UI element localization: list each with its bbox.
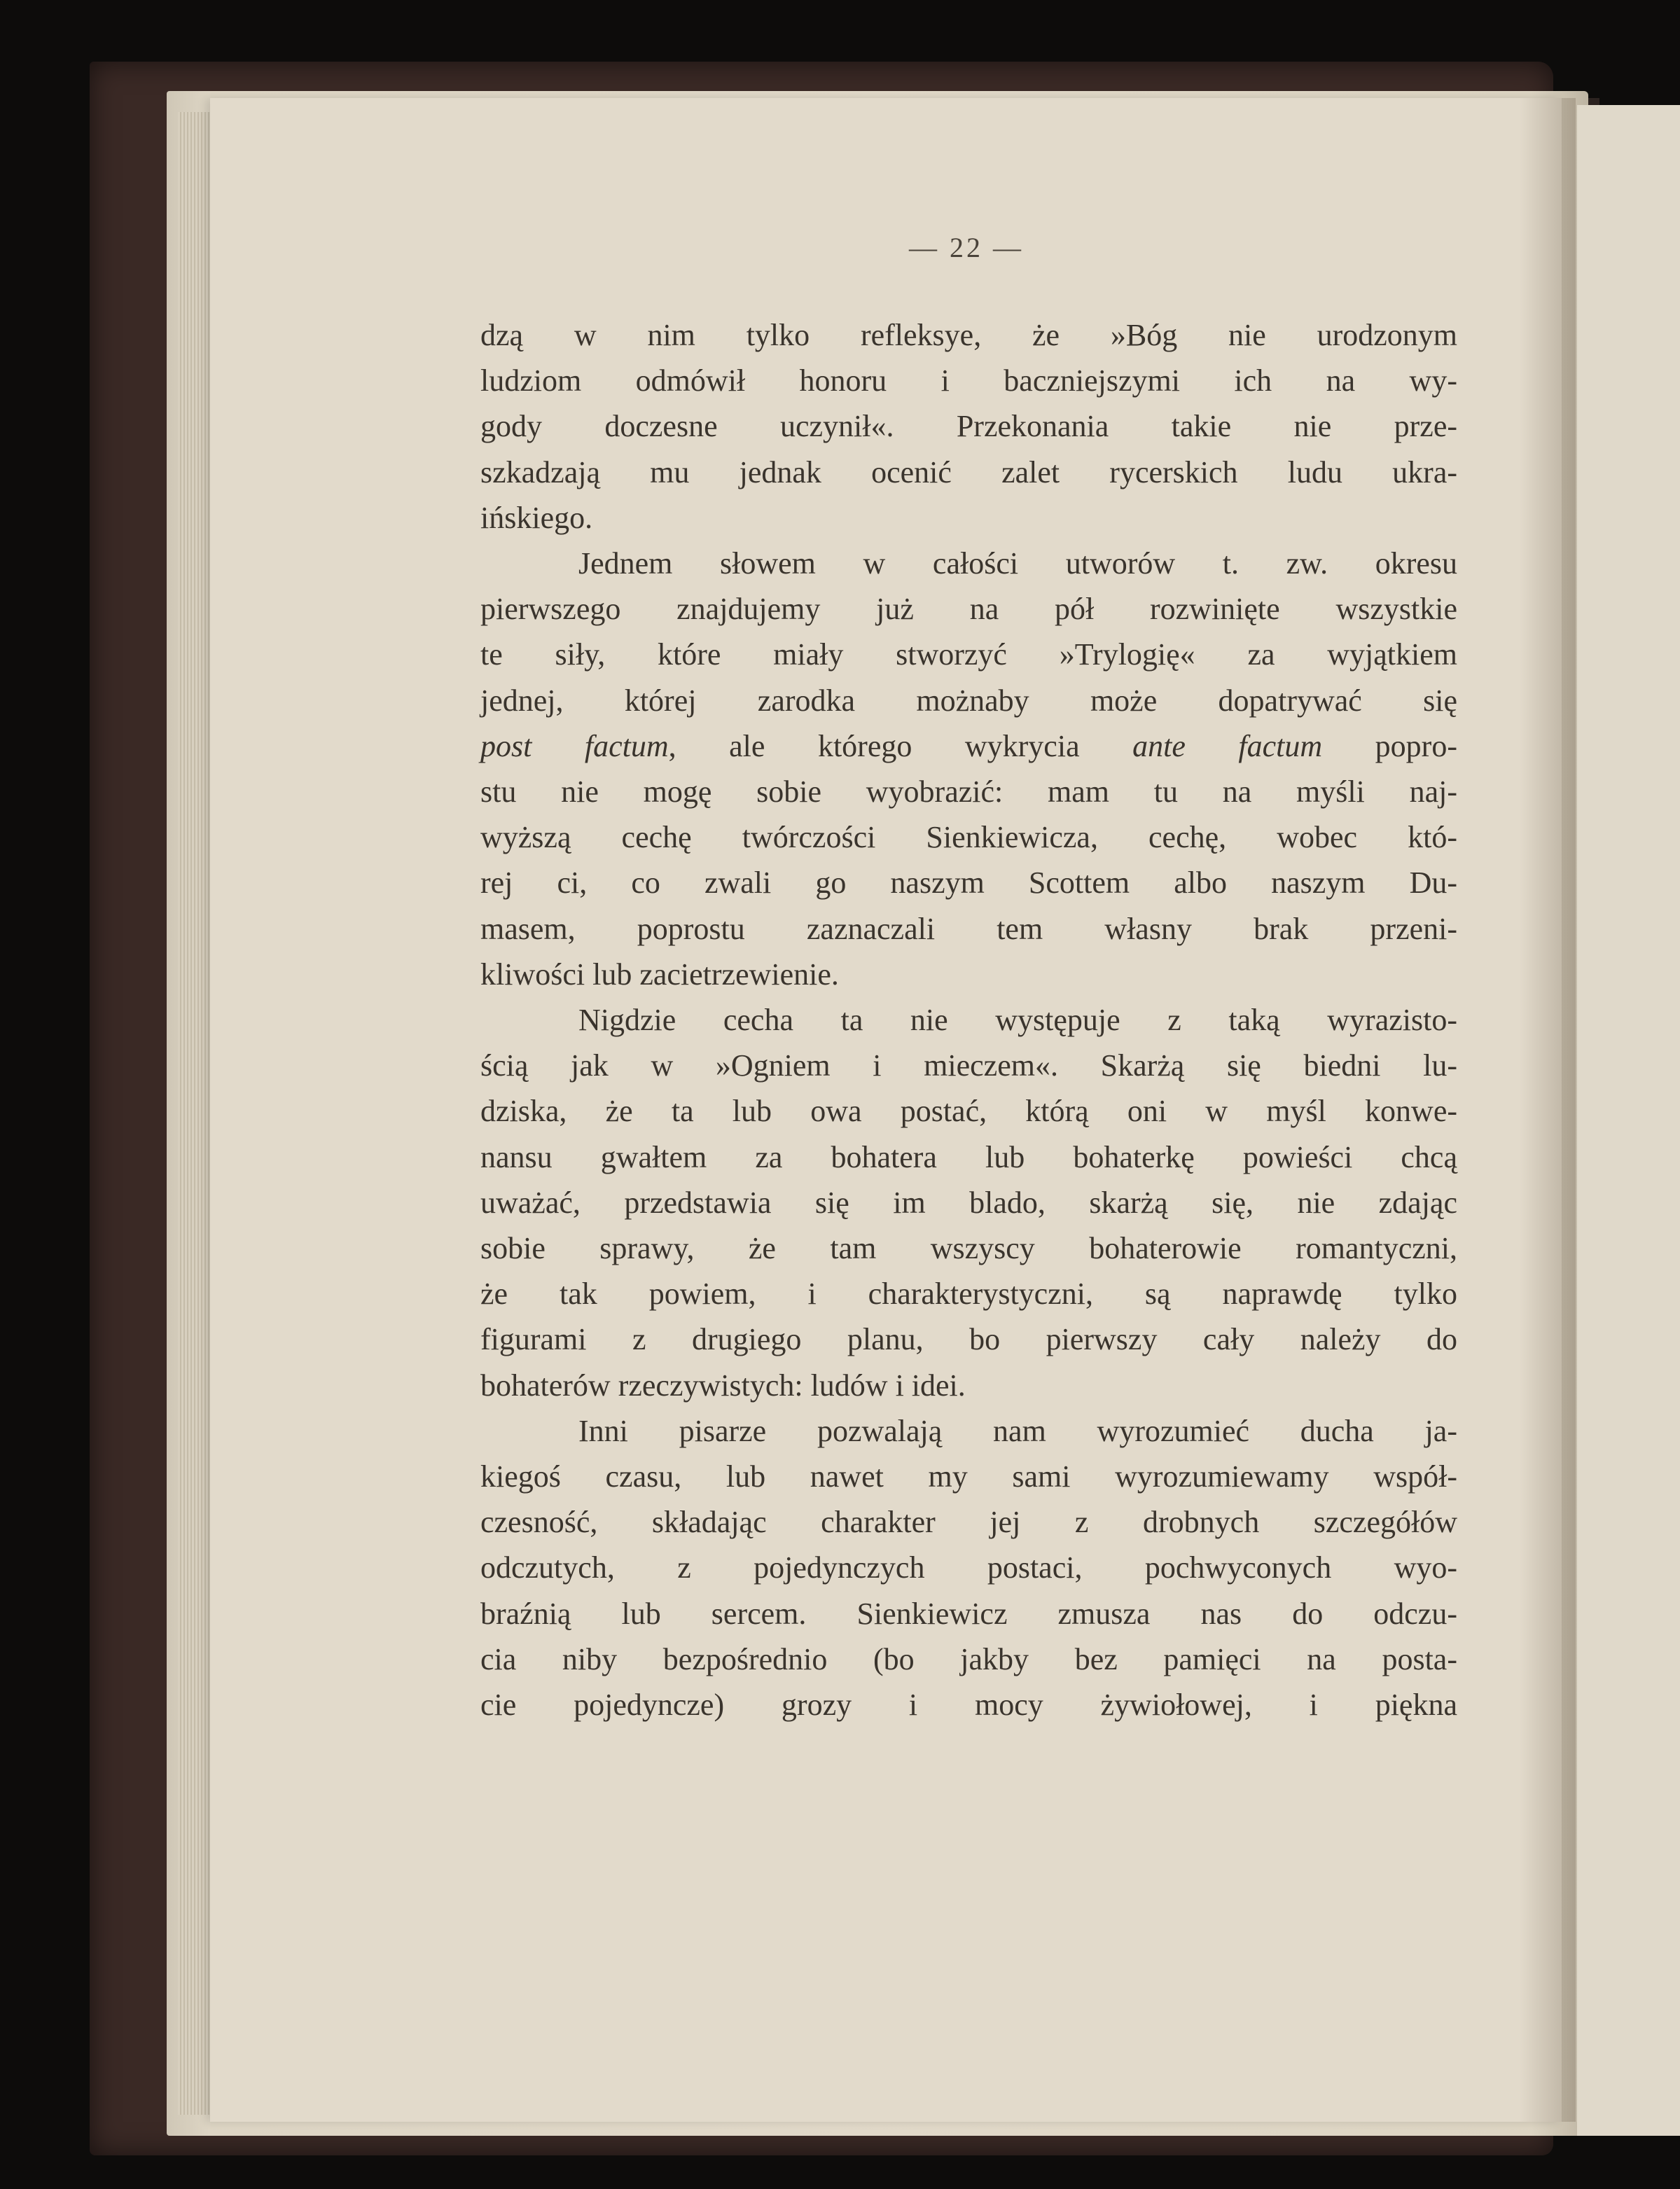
text-line: figurami z drugiego planu, bo pierwszy cały należy do xyxy=(480,1322,1457,1357)
text-line: stu nie mogę sobie wyobrazić: mam tu na myśli naj- xyxy=(480,774,1457,809)
gutter-shadow xyxy=(1520,98,1576,2122)
text-line: ińskiego. xyxy=(480,500,593,535)
text-line: dziska, że ta lub owa postać, którą oni w myśl konwe- xyxy=(480,1094,1457,1129)
text-line: kliwości lub zacietrzewienie. xyxy=(480,957,839,992)
text-line: sobie sprawy, że tam wszyscy bohaterowie romantyczni, xyxy=(480,1231,1457,1266)
text-line: post factum, ale którego wykrycia ante factum popro- xyxy=(480,728,1457,763)
text-line: Jednem słowem w całości utworów t. zw. okresu xyxy=(578,546,1457,581)
text-line: pierwszego znajdujemy już na pół rozwinięte wszystkie xyxy=(480,592,1457,627)
text-line: cia niby bezpośrednio (bo jakby bez pamięci na posta- xyxy=(480,1641,1457,1676)
page-number: — 22 — xyxy=(909,232,1024,263)
text-line: gody doczesne uczynił«. Przekonania takie nie prze- xyxy=(480,409,1457,444)
text-line: masem, poprostu zaznaczali tem własny brak przeni- xyxy=(480,911,1457,946)
text-line: nansu gwałtem za bohatera lub bohaterkę powieści chcą xyxy=(480,1139,1457,1174)
page-text xyxy=(480,312,1457,1728)
text-line: uważać, przedstawia się im blado, skarżą się, nie zdając xyxy=(480,1185,1457,1220)
text-line: szkadzają mu jednak ocenić zalet rycerskich ludu ukra- xyxy=(480,454,1457,489)
text-line: bohaterów rzeczywistych: ludów i idei. xyxy=(480,1368,966,1403)
text-line: ścią jak w »Ogniem i mieczem«. Skarżą się biedni lu- xyxy=(480,1048,1457,1083)
text-line: wyższą cechę twórczości Sienkiewicza, cechę, wobec któ- xyxy=(480,820,1457,855)
text-line: rej ci, co zwali go naszym Scottem albo naszym Du- xyxy=(480,866,1457,901)
text-line: dzą w nim tylko refleksye, że »Bóg nie urodzonym xyxy=(480,318,1457,352)
text-line: braźnią lub sercem. Sienkiewicz zmusza nas do odczu- xyxy=(480,1596,1457,1631)
page-edges xyxy=(178,112,210,2115)
text-line: Inni pisarze pozwalają nam wyrozumieć ducha ja- xyxy=(578,1413,1457,1448)
text-line: jednej, której zarodka możnaby może dopatrywać się xyxy=(480,683,1457,718)
text-line: odczutych, z pojedynczych postaci, pochwyconych wyo- xyxy=(480,1550,1457,1585)
facing-page xyxy=(1577,105,1680,2136)
text-line: cie pojedyncze) grozy i mocy żywiołowej, i piękna xyxy=(480,1688,1457,1723)
text-line: że tak powiem, i charakterystyczni, są naprawdę tylko xyxy=(480,1277,1457,1312)
text-line: kiegoś czasu, lub nawet my sami wyrozumiewamy współ- xyxy=(480,1459,1457,1494)
text-line: ludziom odmówił honoru i baczniejszymi ich na wy- xyxy=(480,363,1457,398)
text-line: Nigdzie cecha ta nie występuje z taką wyrazisto- xyxy=(578,1003,1457,1038)
text-line: te siły, które miały stworzyć »Trylogię« za wyjątkiem xyxy=(480,637,1457,672)
text-line: czesność, składając charakter jej z drobnych szczegółów xyxy=(480,1505,1457,1540)
